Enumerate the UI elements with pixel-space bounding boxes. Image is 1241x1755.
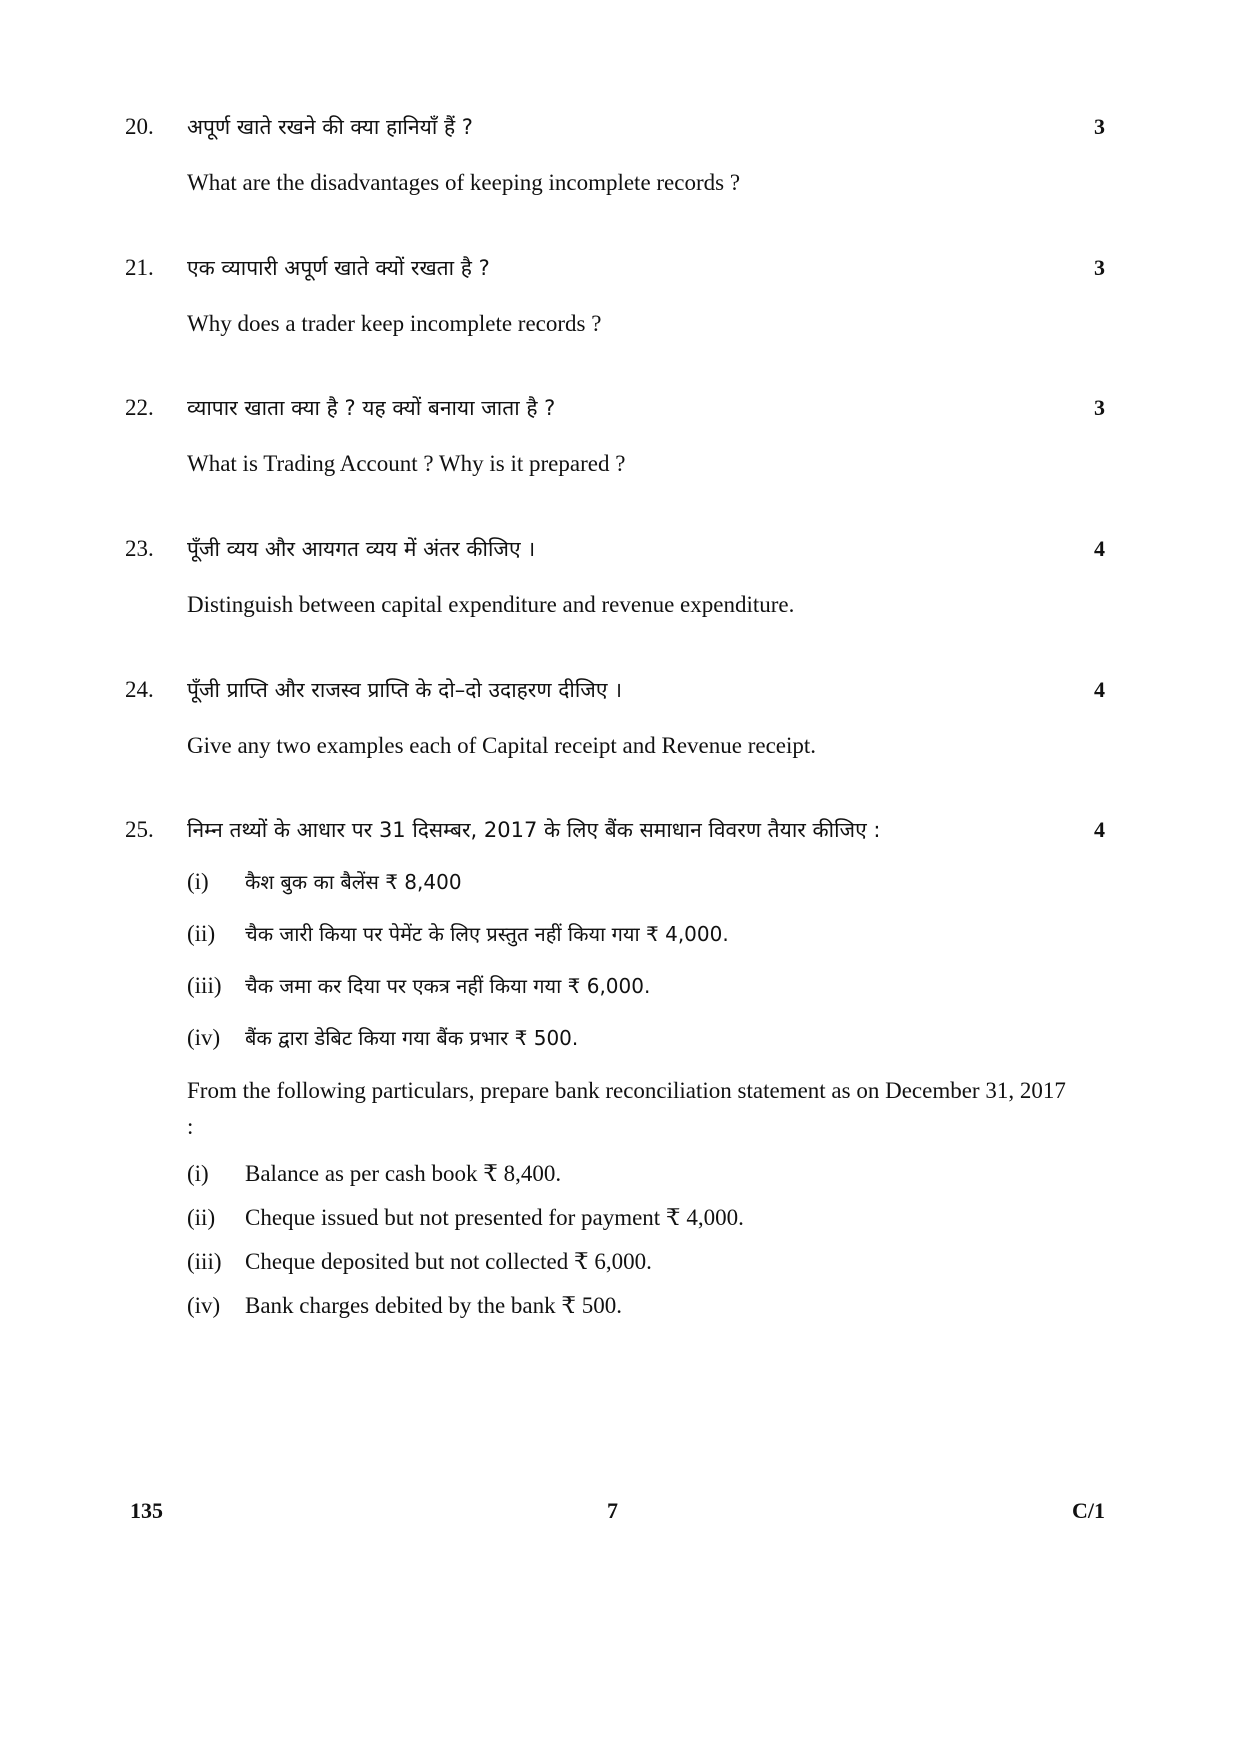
question-25 — [125, 813, 1105, 1333]
item-numeral: (i) — [187, 1161, 209, 1186]
item-numeral: (i) — [187, 869, 209, 894]
question-hindi-text: अपूर्ण खाते रखने की क्या हानियाँ हैं ? — [187, 115, 473, 139]
question-header — [125, 110, 1105, 144]
question-number: 22. — [125, 395, 154, 420]
question-marks: 3 — [1094, 255, 1105, 280]
page-footer — [130, 1498, 1105, 1528]
hindi-list-item — [187, 969, 1105, 1003]
hindi-list-item — [187, 1021, 1105, 1055]
item-text: Balance as per cash book ₹ 8,400. — [245, 1161, 562, 1186]
item-text: बैंक द्वारा डेबिट किया गया बैंक प्रभार ₹ 500. — [245, 1026, 579, 1050]
question-english-text: What are the disadvantages of keeping incomplete records ? — [187, 170, 741, 195]
question-hindi-text: पूँजी प्राप्ति और राजस्व प्राप्ति के दो–दो उदाहरण दीजिए । — [187, 678, 623, 702]
item-numeral: (iv) — [187, 1025, 221, 1050]
question-english-text: Give any two examples each of Capital receipt and Revenue receipt. — [187, 733, 817, 758]
question-header — [125, 673, 1105, 707]
question-header — [125, 391, 1105, 425]
hindi-list-item — [187, 917, 1105, 951]
question-number: 23. — [125, 536, 154, 561]
english-list-item — [187, 1201, 1105, 1235]
question-english-text: Distinguish between capital expenditure and revenue expenditure. — [187, 592, 795, 617]
item-text: Bank charges debited by the bank ₹ 500. — [245, 1293, 623, 1318]
question-22 — [125, 391, 1105, 481]
set-code: C/1 — [1072, 1498, 1105, 1523]
item-numeral: (iv) — [187, 1293, 221, 1318]
question-header — [125, 251, 1105, 285]
question-number: 21. — [125, 255, 154, 280]
question-hindi-text: पूँजी व्यय और आयगत व्यय में अंतर कीजिए । — [187, 537, 536, 561]
question-24 — [125, 673, 1105, 763]
question-marks: 3 — [1094, 114, 1105, 139]
question-23 — [125, 532, 1105, 622]
question-marks: 4 — [1094, 677, 1105, 702]
hindi-list-item — [187, 865, 1105, 899]
question-number: 24. — [125, 677, 154, 702]
item-text: Cheque deposited but not collected ₹ 6,000. — [245, 1249, 652, 1274]
question-english-text: From the following particulars, prepare bank reconciliation statement as on December 31, 2017 : — [187, 1078, 1066, 1139]
question-marks: 3 — [1094, 395, 1105, 420]
english-list-item — [187, 1157, 1105, 1191]
item-text: चैक जमा कर दिया पर एकत्र नहीं किया गया ₹ 6,000. — [245, 974, 651, 998]
question-header — [125, 813, 1105, 847]
question-hindi-text: एक व्यापारी अपूर्ण खाते क्यों रखता है ? — [187, 256, 490, 280]
question-21 — [125, 251, 1105, 341]
item-text: Cheque issued but not presented for payment ₹ 4,000. — [245, 1205, 744, 1230]
page-number: 7 — [607, 1498, 618, 1523]
question-marks: 4 — [1094, 817, 1105, 842]
item-numeral: (ii) — [187, 921, 216, 946]
item-numeral: (iii) — [187, 973, 222, 998]
question-hindi-text: व्यापार खाता क्या है ? यह क्यों बनाया जाता है ? — [187, 396, 556, 420]
question-20 — [125, 110, 1105, 200]
question-hindi-text: निम्न तथ्यों के आधार पर 31 दिसम्बर, 2017 के लिए बैंक समाधान विवरण तैयार कीजिए : — [187, 818, 881, 842]
item-text: चैक जारी किया पर पेमेंट के लिए प्रस्तुत नहीं किया गया ₹ 4,000. — [245, 922, 729, 946]
english-list-item — [187, 1289, 1105, 1323]
question-header — [125, 532, 1105, 566]
question-english-text: Why does a trader keep incomplete records ? — [187, 311, 602, 336]
question-number: 25. — [125, 817, 154, 842]
item-numeral: (iii) — [187, 1249, 222, 1274]
question-marks: 4 — [1094, 536, 1105, 561]
question-english-text: What is Trading Account ? Why is it prepared ? — [187, 451, 626, 476]
item-numeral: (ii) — [187, 1205, 216, 1230]
english-list-item — [187, 1245, 1105, 1279]
paper-code: 135 — [130, 1498, 163, 1523]
item-text: कैश बुक का बैलेंस ₹ 8,400 — [245, 870, 462, 894]
question-number: 20. — [125, 114, 154, 139]
